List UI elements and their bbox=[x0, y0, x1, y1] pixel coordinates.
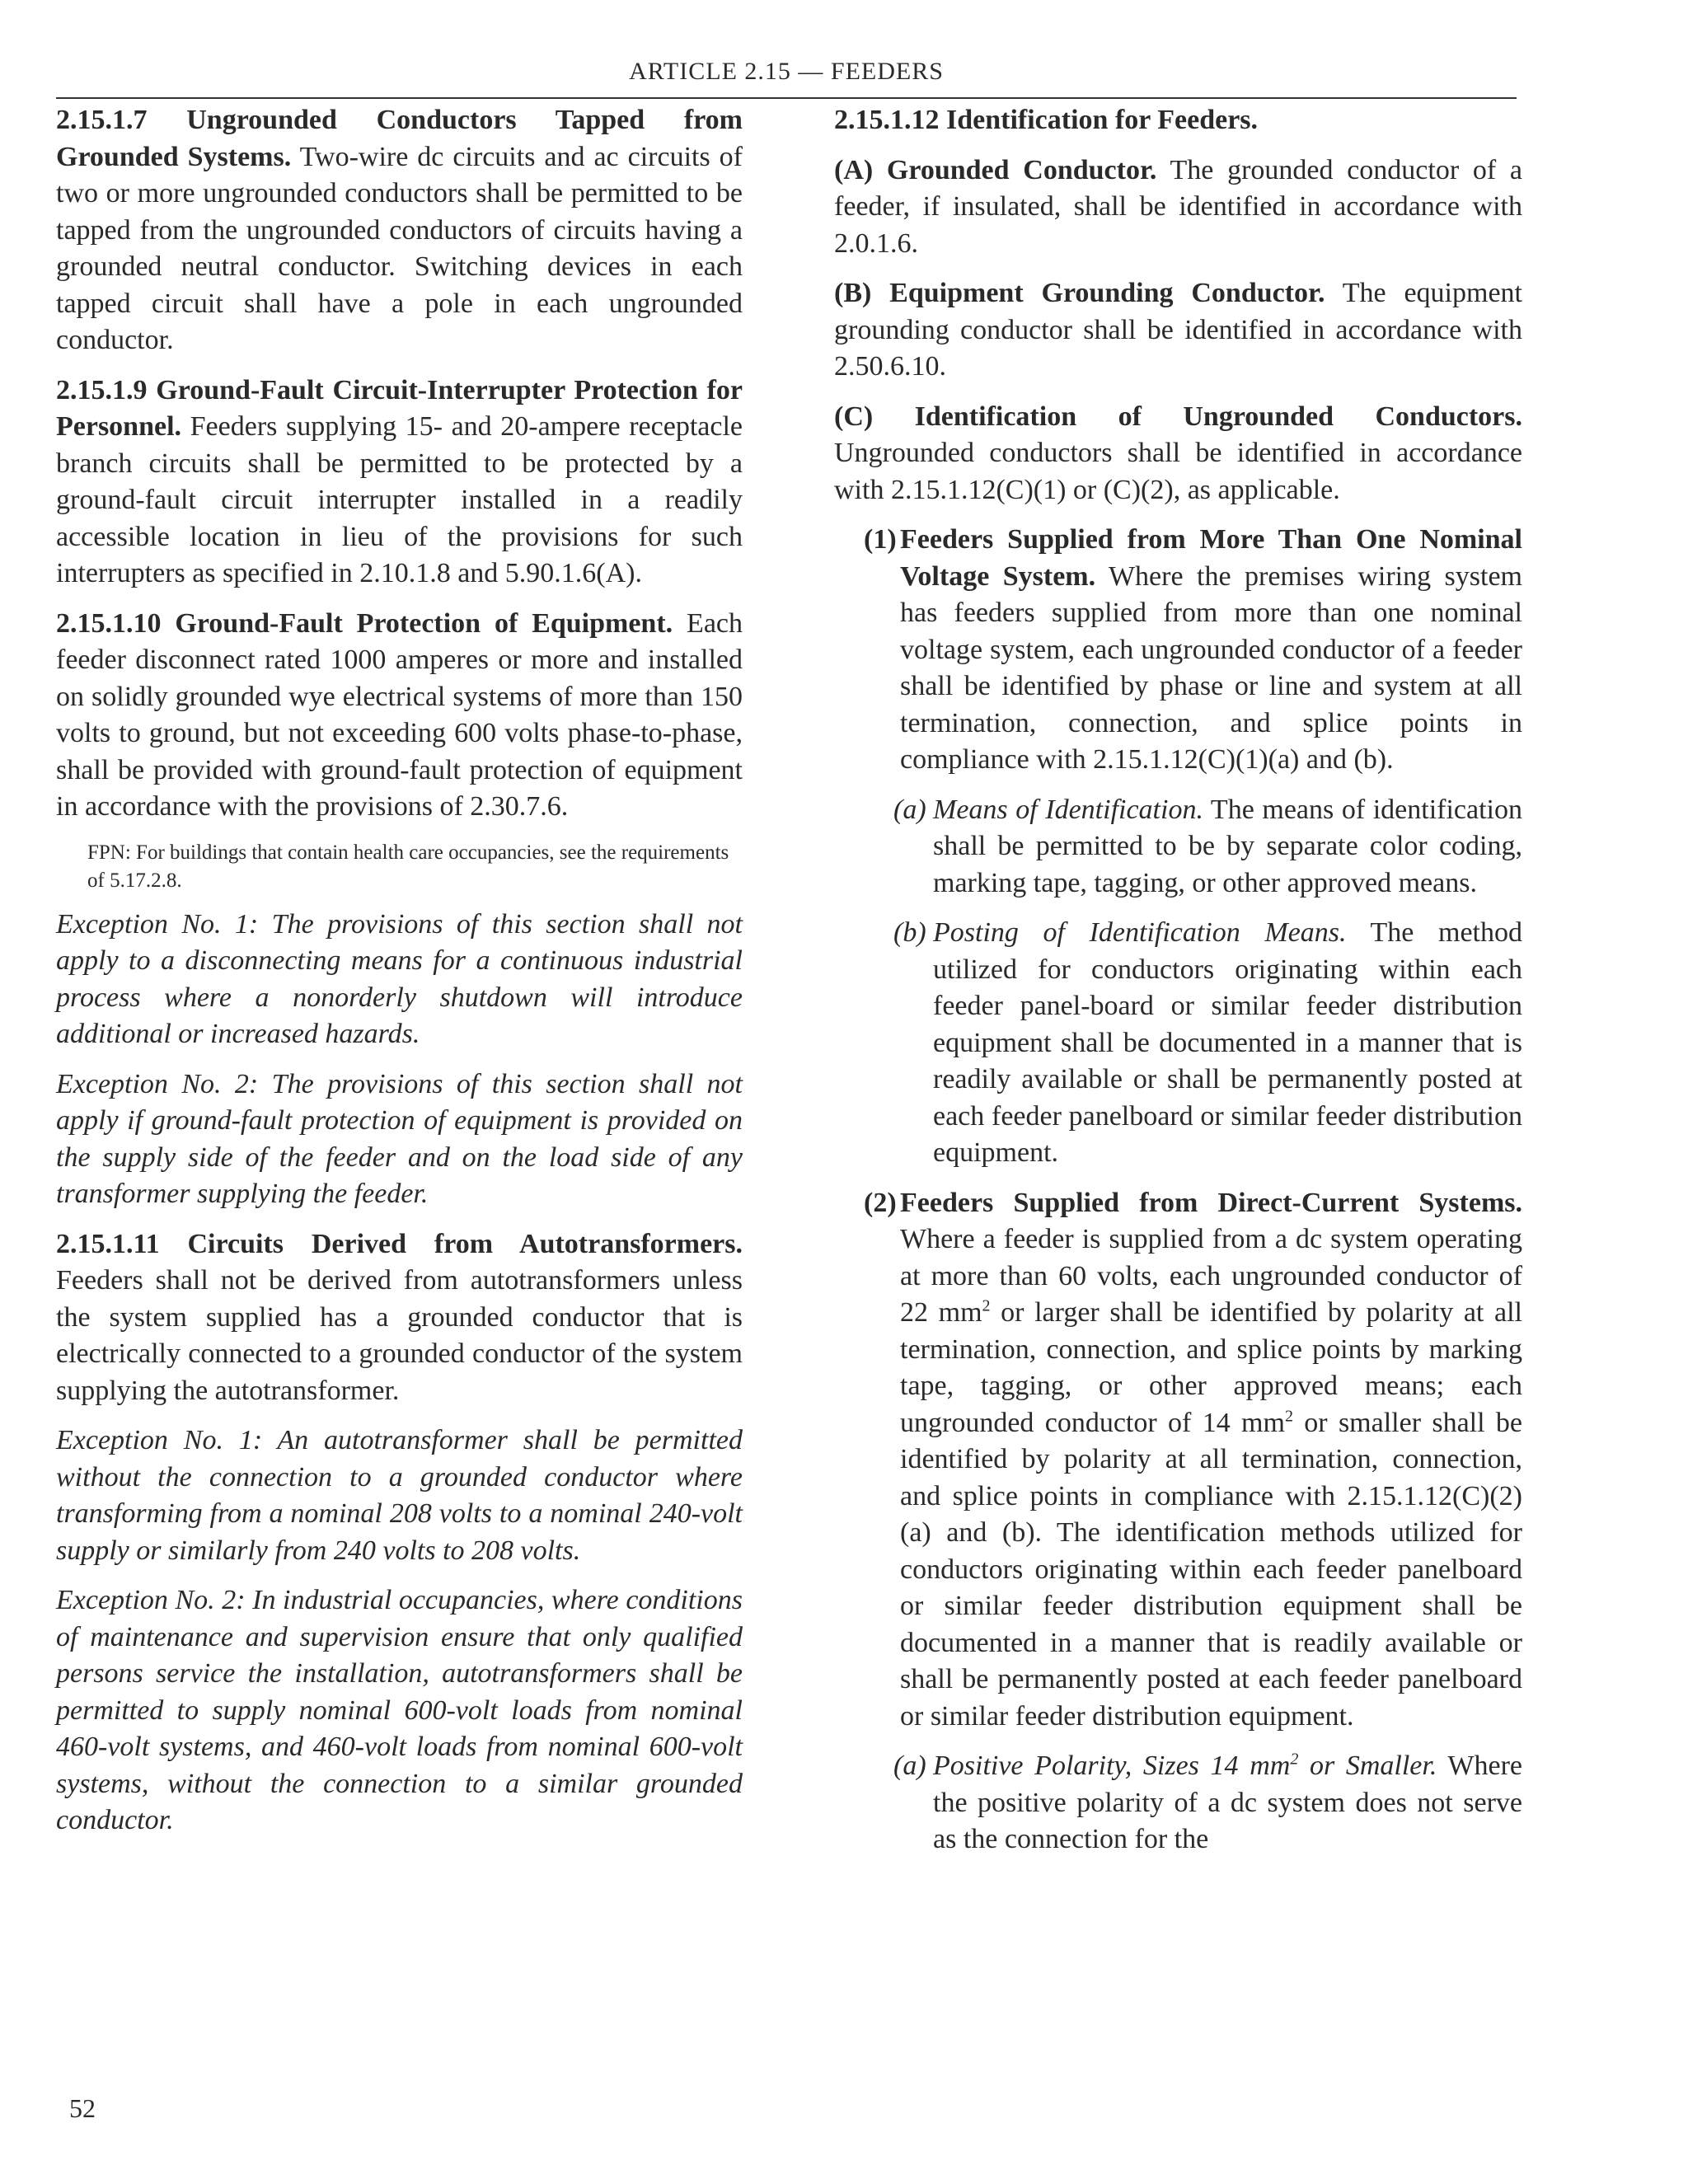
page-number: 52 bbox=[69, 2093, 96, 2123]
item-c-1-b bbox=[834, 915, 1522, 1172]
item-text: or larger shall be identified by polarity at all termination, connection, and splice points by marking tape, tagging, or other approved means; each ungrounded conductor of 14 mm bbox=[900, 1297, 1522, 1438]
section-heading: 2.15.1.7 Ungrounded Conductors Tapped from Grounded Systems. bbox=[56, 105, 743, 172]
item-text: Where the premises wiring system has feeders supplied from more than one nominal voltage system, each ungrounded conductor of a feeder shall be identified by phase or line and system at all termination, connection, and splice points in compliance with 2.15.1.12(C)(1)(a) and (b). bbox=[900, 560, 1522, 775]
subsection-text: Ungrounded conductors shall be identified in accordance with 2.15.1.12(C)(1) or (C)(2), as applicable. bbox=[834, 438, 1522, 505]
item-c-2-a bbox=[834, 1748, 1522, 1858]
section-2-15-1-9 bbox=[56, 373, 743, 593]
section-heading: 2.15.1.10 Ground-Fault Protection of Equipment. bbox=[56, 607, 673, 639]
section-2-15-1-11 bbox=[56, 1226, 743, 1410]
subsection-text: The grounded conductor of a feeder, if insulated, shall be identified in accordance with 2.0.1.6. bbox=[834, 154, 1522, 259]
section-heading: 2.15.1.11 Circuits Derived from Autotransformers. bbox=[56, 1228, 743, 1259]
section-text: Feeders shall not be derived from autotransformers unless the system supplied has a grounded conductor that is electrically connected to a grounded conductor of the system supplying the autotransformer. bbox=[56, 1265, 743, 1406]
fine-print-note: FPN: For buildings that contain health care occupancies, see the requirements of 5.17.2.8. bbox=[87, 841, 729, 892]
right-column bbox=[834, 102, 1522, 1872]
item-heading: Posting of Identification Means. bbox=[933, 917, 1347, 948]
superscript: 2 bbox=[1284, 1407, 1293, 1426]
exception-autotransformer-1: Exception No. 1: An autotransformer shall be permitted without the connection to a grounded conductor where transforming from a nominal 208 volts to a nominal 240-volt supply or similarly from 240 volts to 208 volts. bbox=[56, 1425, 743, 1566]
exception-autotransformer-2: Exception No. 2: In industrial occupancies, where conditions of maintenance and supervision ensure that only qualified persons service the installation, autotransformers shall be permitted to supply nominal 600-volt loads from nominal 460-volt systems, and 460-volt loads from nominal 600-volt systems, without the connection to a similar grounded conductor. bbox=[56, 1585, 743, 1835]
exception-1: Exception No. 1: The provisions of this section shall not apply to a disconnecting means for a continuous industrial process where a nonorderly shutdown will introduce additional or increased hazards. bbox=[56, 908, 743, 1049]
item-c-1-a bbox=[834, 792, 1522, 902]
subsection-heading: (A) Grounded Conductor. bbox=[834, 154, 1157, 185]
header-rule bbox=[56, 97, 1517, 99]
section-heading: 2.15.1.12 Identification for Feeders. bbox=[834, 105, 1259, 135]
exception-2: Exception No. 2: The provisions of this section shall not apply if ground-fault protection of equipment is provided on the supply side of the feeder and on the load side of any transformer supplying the feeder. bbox=[56, 1068, 743, 1209]
subsection-heading: (B) Equipment Grounding Conductor. bbox=[834, 278, 1325, 308]
item-text: Where the positive polarity of a dc system does not serve as the connection for the bbox=[933, 1750, 1522, 1854]
item-heading: Means of Identification. bbox=[933, 794, 1203, 825]
item-letter: (a) bbox=[893, 1750, 926, 1781]
item-heading: or Smaller. bbox=[1298, 1750, 1437, 1781]
section-heading: 2.15.1.9 Ground-Fault Circuit-Interrupter Protection for Personnel. bbox=[56, 374, 743, 442]
item-heading: Feeders Supplied from More Than One Nominal Voltage System. bbox=[900, 524, 1522, 592]
subsection-a bbox=[834, 152, 1522, 263]
subsection-b bbox=[834, 275, 1522, 386]
section-text: Feeders supplying 15- and 20-ampere receptacle branch circuits shall be permitted to be protected by a ground-fault circuit interrupter installed in a readily accessible location in lieu of the provisions for such interrupters as specified in 2.10.1.8 and 5.90.1.6(A). bbox=[56, 411, 743, 588]
item-letter: (b) bbox=[893, 917, 926, 948]
subsection-text: The equipment grounding conductor shall be identified in accordance with 2.50.6.10. bbox=[834, 278, 1522, 382]
item-number: (1) bbox=[864, 524, 897, 555]
section-text: Each feeder disconnect rated 1000 amperes or more and installed on solidly grounded wye electrical systems of more than 150 volts to ground, but not exceeding 600 volts phase-to-phase, shall be provided with ground-fault protection of equipment in accordance with the provisions of 2.30.7.6. bbox=[56, 607, 743, 822]
item-text: or smaller shall be identified by polarity at all termination, connection, and splice points in compliance with 2.15.1.12(C)(2)(a) and (b). The identification methods utilized for conductors originating within each feeder panelboard or similar feeder distribution equipment shall be documented in a manner that is readily available or shall be permanently posted at each feeder panelboard or similar feeder distribution equipment. bbox=[900, 1407, 1522, 1732]
section-2-15-1-12 bbox=[834, 102, 1522, 139]
item-heading: Feeders Supplied from Direct-Current Systems. bbox=[900, 1187, 1522, 1218]
subsection-c bbox=[834, 399, 1522, 509]
item-c-2 bbox=[834, 1185, 1522, 1736]
superscript: 2 bbox=[982, 1296, 991, 1315]
item-text: The method utilized for conductors originating within each feeder panel-board or similar feeder distribution equipment shall be documented in a manner that is readily available or shall be permanently posted at each feeder panelboard or similar feeder distribution equipment. bbox=[933, 917, 1522, 1168]
item-c-1 bbox=[834, 522, 1522, 779]
left-column bbox=[56, 102, 743, 1853]
item-text: Where a feeder is supplied from a dc system operating at more than 60 volts, each ungrounded conductor of 22 mm bbox=[900, 1224, 1522, 1328]
item-letter: (a) bbox=[893, 794, 926, 825]
item-text: The means of identification shall be permitted to be by separate color coding, marking tape, tagging, or other approved means. bbox=[933, 794, 1522, 898]
section-2-15-1-10 bbox=[56, 606, 743, 826]
item-heading: Positive Polarity, Sizes 14 mm bbox=[933, 1750, 1291, 1781]
section-2-15-1-7 bbox=[56, 102, 743, 359]
superscript: 2 bbox=[1290, 1750, 1299, 1769]
item-number: (2) bbox=[864, 1187, 897, 1218]
section-text: Two-wire dc circuits and ac circuits of two or more ungrounded conductors shall be permitted to be tapped from the ungrounded conductors of circuits having a grounded neutral conductor. Switching devices in each tapped circuit shall have a pole in each ungrounded conductor. bbox=[56, 141, 743, 355]
subsection-heading: (C) Identification of Ungrounded Conductors. bbox=[834, 401, 1522, 432]
running-header: ARTICLE 2.15 — FEEDERS bbox=[629, 58, 944, 85]
